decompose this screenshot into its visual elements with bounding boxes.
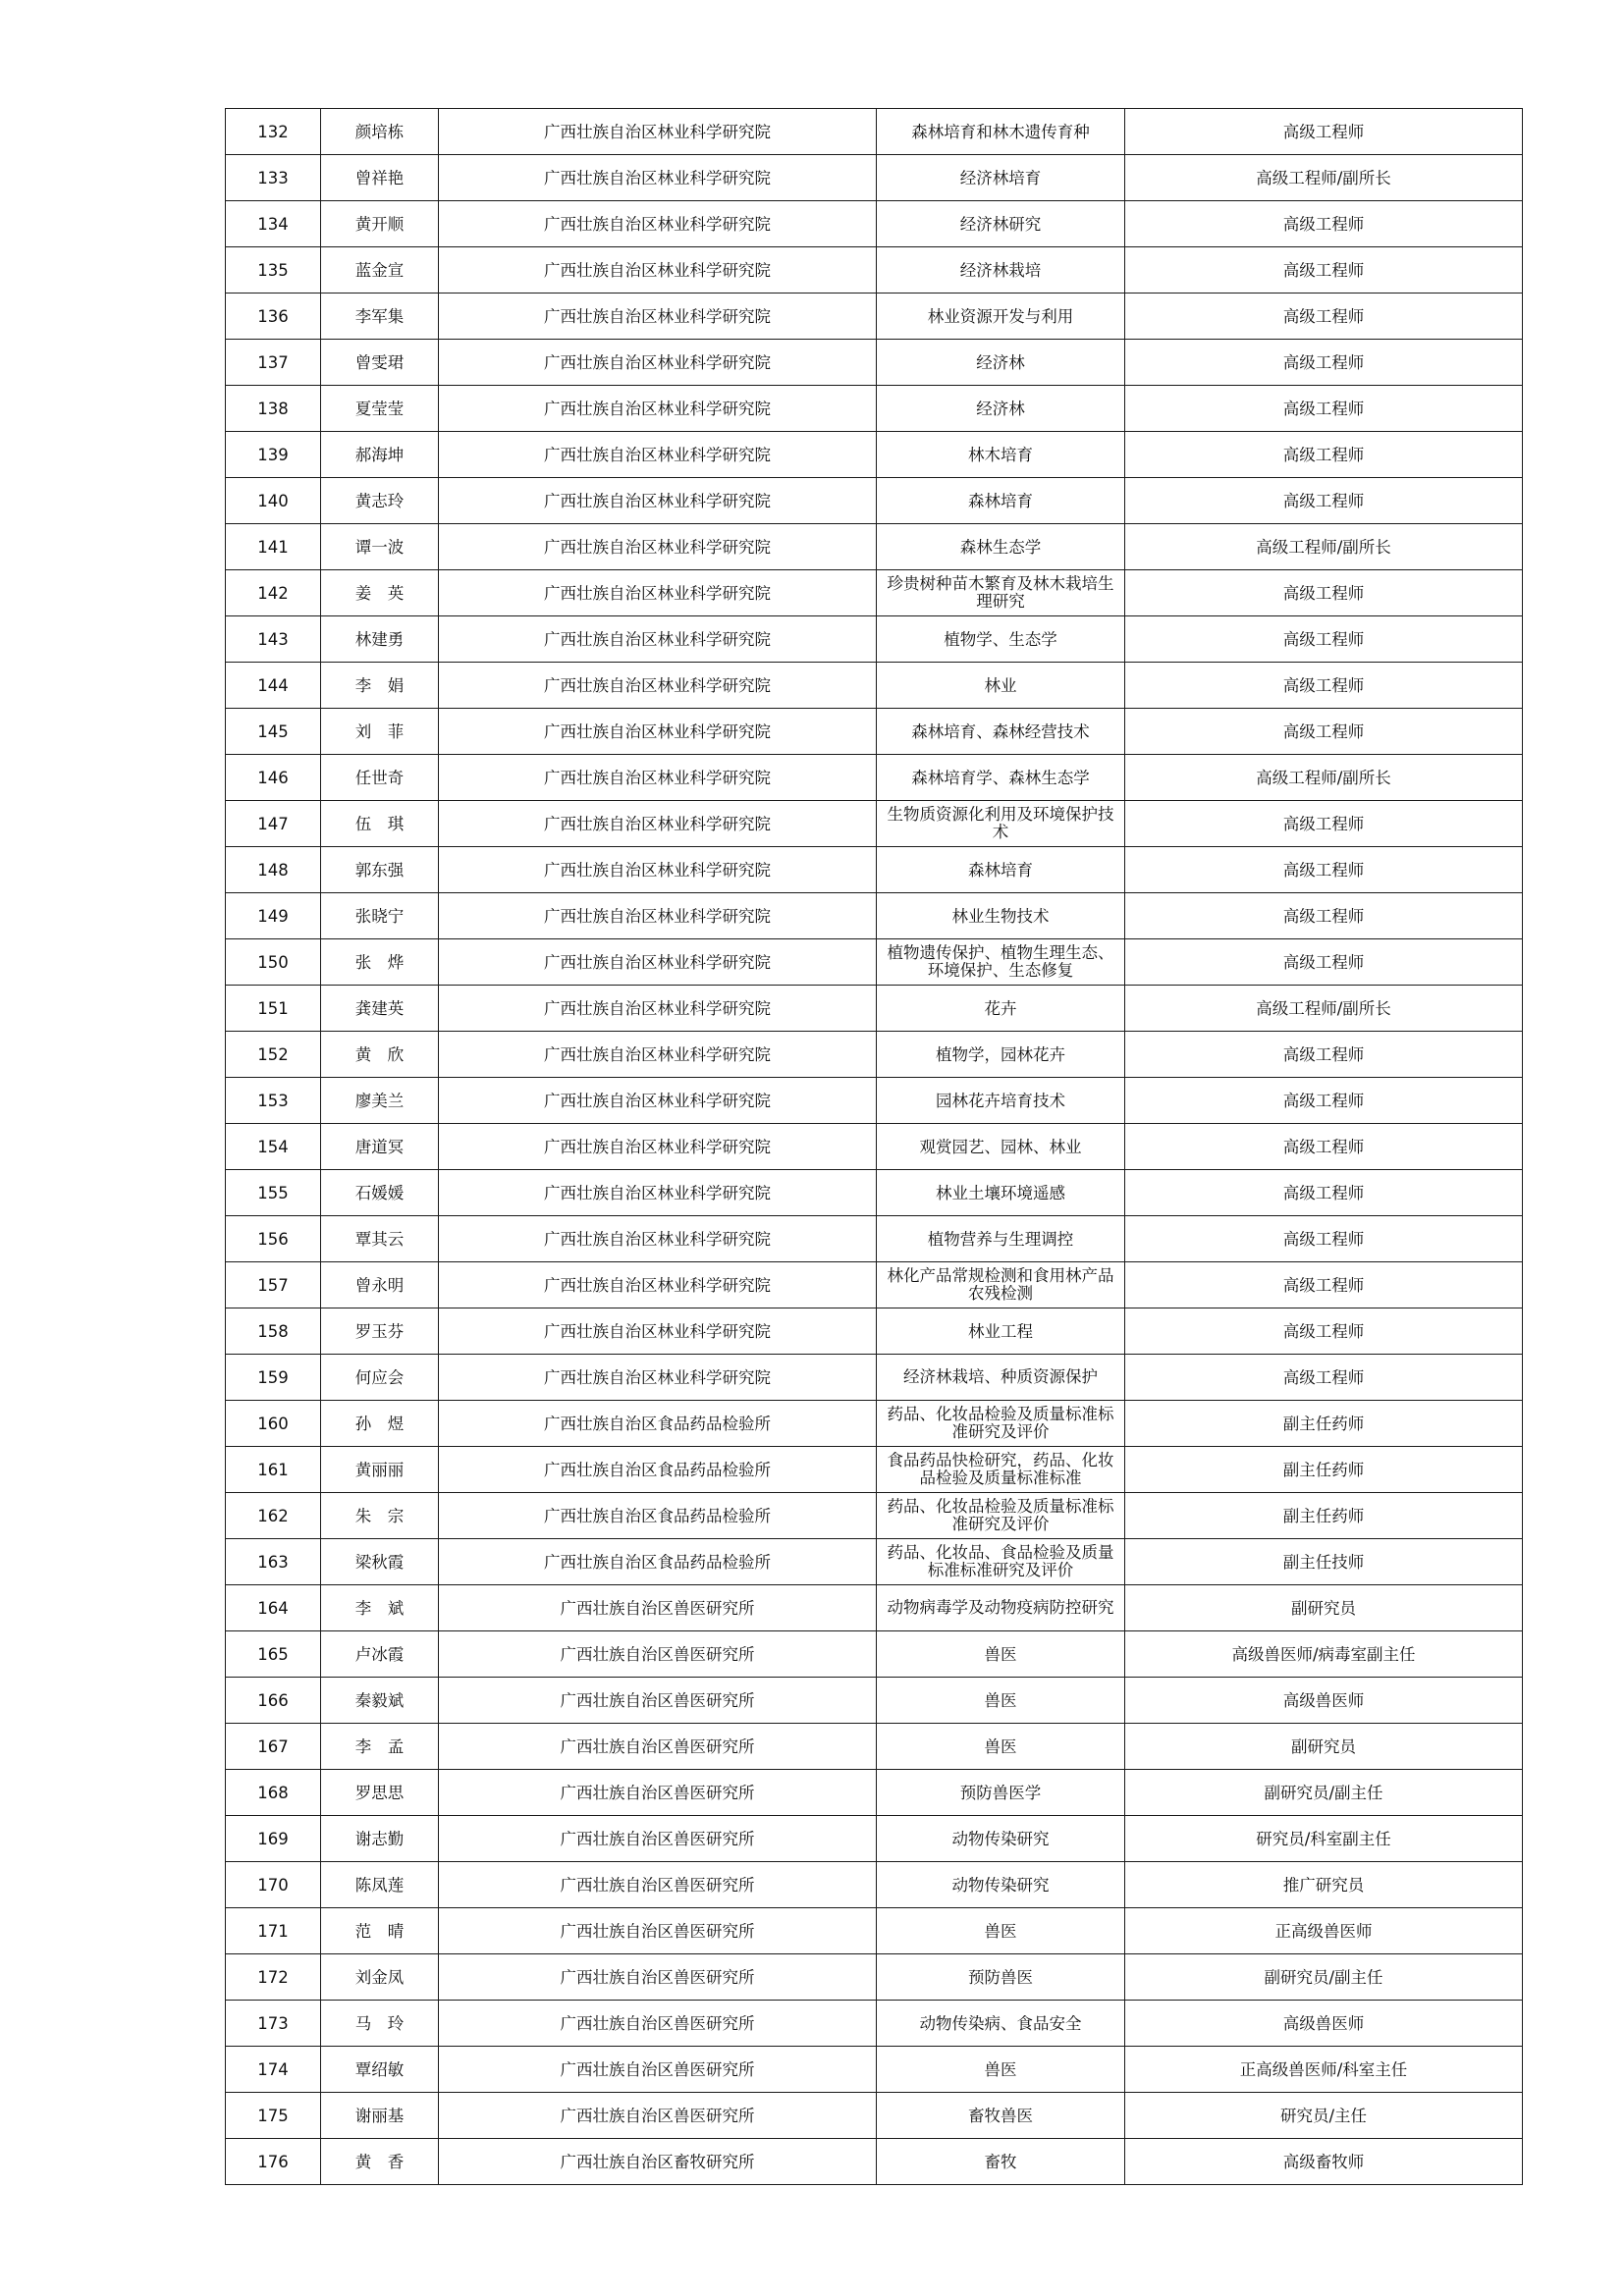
row-number-cell: 141 <box>226 524 321 570</box>
organization-cell: 广西壮族自治区林业科学研究院 <box>439 1216 877 1262</box>
table-row <box>226 294 1523 340</box>
professional-title-cell: 高级工程师/副所长 <box>1125 155 1523 201</box>
table-row <box>226 1585 1523 1631</box>
organization-cell: 广西壮族自治区林业科学研究院 <box>439 1262 877 1308</box>
specialty-field-cell: 园林花卉培育技术 <box>877 1078 1125 1124</box>
person-name-cell: 李 孟 <box>321 1724 439 1770</box>
professional-title-cell: 高级工程师 <box>1125 663 1523 709</box>
specialty-field-cell: 林化产品常规检测和食用林产品农残检测 <box>877 1262 1125 1308</box>
person-name-cell: 夏莹莹 <box>321 386 439 432</box>
row-number-cell: 156 <box>226 1216 321 1262</box>
professional-title-cell: 高级工程师 <box>1125 893 1523 939</box>
professional-title-cell: 高级工程师 <box>1125 1355 1523 1401</box>
organization-cell: 广西壮族自治区兽医研究所 <box>439 1770 877 1816</box>
organization-cell: 广西壮族自治区食品药品检验所 <box>439 1493 877 1539</box>
organization-cell: 广西壮族自治区兽医研究所 <box>439 2093 877 2139</box>
specialty-field-cell: 林木培育 <box>877 432 1125 478</box>
table-row <box>226 1539 1523 1585</box>
table-row <box>226 1770 1523 1816</box>
organization-cell: 广西壮族自治区食品药品检验所 <box>439 1539 877 1585</box>
person-name-cell: 任世奇 <box>321 755 439 801</box>
table-row <box>226 570 1523 616</box>
row-number-cell: 176 <box>226 2139 321 2185</box>
professional-title-cell: 高级工程师 <box>1125 432 1523 478</box>
professional-title-cell: 副主任技师 <box>1125 1539 1523 1585</box>
row-number-cell: 134 <box>226 201 321 247</box>
professional-title-cell: 副主任药师 <box>1125 1493 1523 1539</box>
professional-title-cell: 高级工程师 <box>1125 201 1523 247</box>
specialty-field-cell: 林业工程 <box>877 1308 1125 1355</box>
professional-title-cell: 高级工程师/副所长 <box>1125 524 1523 570</box>
specialty-field-cell: 畜牧 <box>877 2139 1125 2185</box>
person-name-cell: 李 娟 <box>321 663 439 709</box>
table-row <box>226 1170 1523 1216</box>
organization-cell: 广西壮族自治区林业科学研究院 <box>439 155 877 201</box>
row-number-cell: 170 <box>226 1862 321 1908</box>
row-number-cell: 159 <box>226 1355 321 1401</box>
organization-cell: 广西壮族自治区林业科学研究院 <box>439 386 877 432</box>
person-name-cell: 谭一波 <box>321 524 439 570</box>
row-number-cell: 143 <box>226 616 321 663</box>
specialty-field-cell: 植物遗传保护、植物生理生态、环境保护、生态修复 <box>877 939 1125 986</box>
table-row <box>226 986 1523 1032</box>
table-row <box>226 1308 1523 1355</box>
professional-title-cell: 高级工程师 <box>1125 386 1523 432</box>
specialty-field-cell: 林业资源开发与利用 <box>877 294 1125 340</box>
person-name-cell: 黄开顺 <box>321 201 439 247</box>
organization-cell: 广西壮族自治区林业科学研究院 <box>439 201 877 247</box>
specialty-field-cell: 森林培育、森林经营技术 <box>877 709 1125 755</box>
organization-cell: 广西壮族自治区兽医研究所 <box>439 1908 877 1954</box>
specialty-field-cell: 花卉 <box>877 986 1125 1032</box>
person-name-cell: 林建勇 <box>321 616 439 663</box>
table-row <box>226 1493 1523 1539</box>
professional-title-cell: 高级工程师 <box>1125 340 1523 386</box>
row-number-cell: 152 <box>226 1032 321 1078</box>
organization-cell: 广西壮族自治区林业科学研究院 <box>439 1170 877 1216</box>
table-row <box>226 755 1523 801</box>
person-name-cell: 黄 香 <box>321 2139 439 2185</box>
specialty-field-cell: 植物营养与生理调控 <box>877 1216 1125 1262</box>
organization-cell: 广西壮族自治区林业科学研究院 <box>439 986 877 1032</box>
table-row <box>226 2139 1523 2185</box>
professional-title-cell: 高级工程师 <box>1125 1078 1523 1124</box>
organization-cell: 广西壮族自治区林业科学研究院 <box>439 1124 877 1170</box>
professional-title-cell: 高级工程师 <box>1125 570 1523 616</box>
organization-cell: 广西壮族自治区林业科学研究院 <box>439 1078 877 1124</box>
table-row <box>226 1262 1523 1308</box>
professional-title-cell: 副研究员/副主任 <box>1125 1770 1523 1816</box>
table-row <box>226 478 1523 524</box>
person-name-cell: 陈凤莲 <box>321 1862 439 1908</box>
professional-title-cell: 副研究员/副主任 <box>1125 1954 1523 2001</box>
organization-cell: 广西壮族自治区林业科学研究院 <box>439 478 877 524</box>
organization-cell: 广西壮族自治区林业科学研究院 <box>439 663 877 709</box>
person-name-cell: 伍 琪 <box>321 801 439 847</box>
table-row <box>226 386 1523 432</box>
person-name-cell: 罗玉芬 <box>321 1308 439 1355</box>
table-row <box>226 709 1523 755</box>
professional-title-cell: 副主任药师 <box>1125 1447 1523 1493</box>
organization-cell: 广西壮族自治区林业科学研究院 <box>439 893 877 939</box>
table-row <box>226 109 1523 155</box>
table-row <box>226 1355 1523 1401</box>
specialty-field-cell: 兽医 <box>877 1631 1125 1678</box>
person-name-cell: 孙 煜 <box>321 1401 439 1447</box>
table-row <box>226 340 1523 386</box>
person-name-cell: 李 斌 <box>321 1585 439 1631</box>
person-name-cell: 马 玲 <box>321 2001 439 2047</box>
person-name-cell: 罗思思 <box>321 1770 439 1816</box>
specialty-field-cell: 林业 <box>877 663 1125 709</box>
specialty-field-cell: 观赏园艺、园林、林业 <box>877 1124 1125 1170</box>
row-number-cell: 167 <box>226 1724 321 1770</box>
specialty-field-cell: 预防兽医 <box>877 1954 1125 2001</box>
organization-cell: 广西壮族自治区林业科学研究院 <box>439 1355 877 1401</box>
row-number-cell: 174 <box>226 2047 321 2093</box>
professional-title-cell: 研究员/主任 <box>1125 2093 1523 2139</box>
professional-title-cell: 高级工程师 <box>1125 294 1523 340</box>
organization-cell: 广西壮族自治区林业科学研究院 <box>439 432 877 478</box>
organization-cell: 广西壮族自治区兽医研究所 <box>439 1631 877 1678</box>
professional-title-cell: 高级工程师 <box>1125 478 1523 524</box>
specialty-field-cell: 动物传染研究 <box>877 1862 1125 1908</box>
specialty-field-cell: 生物质资源化利用及环境保护技术 <box>877 801 1125 847</box>
row-number-cell: 133 <box>226 155 321 201</box>
row-number-cell: 138 <box>226 386 321 432</box>
professional-title-cell: 高级工程师 <box>1125 801 1523 847</box>
row-number-cell: 150 <box>226 939 321 986</box>
specialty-field-cell: 经济林 <box>877 386 1125 432</box>
table-row <box>226 1032 1523 1078</box>
person-name-cell: 范 晴 <box>321 1908 439 1954</box>
specialty-field-cell: 预防兽医学 <box>877 1770 1125 1816</box>
row-number-cell: 149 <box>226 893 321 939</box>
row-number-cell: 137 <box>226 340 321 386</box>
organization-cell: 广西壮族自治区林业科学研究院 <box>439 109 877 155</box>
specialty-field-cell: 畜牧兽医 <box>877 2093 1125 2139</box>
expert-roster-table <box>225 108 1523 2185</box>
person-name-cell: 李军集 <box>321 294 439 340</box>
person-name-cell: 谢丽基 <box>321 2093 439 2139</box>
specialty-field-cell: 林业生物技术 <box>877 893 1125 939</box>
person-name-cell: 郝海坤 <box>321 432 439 478</box>
person-name-cell: 何应会 <box>321 1355 439 1401</box>
row-number-cell: 144 <box>226 663 321 709</box>
row-number-cell: 173 <box>226 2001 321 2047</box>
table-row <box>226 1401 1523 1447</box>
organization-cell: 广西壮族自治区食品药品检验所 <box>439 1401 877 1447</box>
professional-title-cell: 高级工程师/副所长 <box>1125 755 1523 801</box>
organization-cell: 广西壮族自治区林业科学研究院 <box>439 709 877 755</box>
professional-title-cell: 高级工程师 <box>1125 1032 1523 1078</box>
organization-cell: 广西壮族自治区林业科学研究院 <box>439 247 877 294</box>
specialty-field-cell: 经济林栽培、种质资源保护 <box>877 1355 1125 1401</box>
row-number-cell: 154 <box>226 1124 321 1170</box>
row-number-cell: 168 <box>226 1770 321 1816</box>
person-name-cell: 廖美兰 <box>321 1078 439 1124</box>
row-number-cell: 165 <box>226 1631 321 1678</box>
table-row <box>226 847 1523 893</box>
organization-cell: 广西壮族自治区林业科学研究院 <box>439 801 877 847</box>
table-row <box>226 1447 1523 1493</box>
row-number-cell: 164 <box>226 1585 321 1631</box>
professional-title-cell: 高级工程师 <box>1125 1170 1523 1216</box>
roster-table-body <box>226 109 1523 2185</box>
specialty-field-cell: 森林培育 <box>877 478 1125 524</box>
table-row <box>226 524 1523 570</box>
organization-cell: 广西壮族自治区兽医研究所 <box>439 1724 877 1770</box>
organization-cell: 广西壮族自治区林业科学研究院 <box>439 294 877 340</box>
table-row <box>226 1908 1523 1954</box>
table-row <box>226 1954 1523 2001</box>
professional-title-cell: 副主任药师 <box>1125 1401 1523 1447</box>
professional-title-cell: 高级兽医师 <box>1125 2001 1523 2047</box>
row-number-cell: 171 <box>226 1908 321 1954</box>
specialty-field-cell: 兽医 <box>877 1678 1125 1724</box>
organization-cell: 广西壮族自治区食品药品检验所 <box>439 1447 877 1493</box>
professional-title-cell: 高级工程师/副所长 <box>1125 986 1523 1032</box>
specialty-field-cell: 药品、化妆品、食品检验及质量标准标准研究及评价 <box>877 1539 1125 1585</box>
specialty-field-cell: 珍贵树种苗木繁育及林木栽培生理研究 <box>877 570 1125 616</box>
professional-title-cell: 正高级兽医师 <box>1125 1908 1523 1954</box>
professional-title-cell: 高级工程师 <box>1125 1308 1523 1355</box>
organization-cell: 广西壮族自治区兽医研究所 <box>439 1585 877 1631</box>
person-name-cell: 曾祥艳 <box>321 155 439 201</box>
row-number-cell: 140 <box>226 478 321 524</box>
organization-cell: 广西壮族自治区林业科学研究院 <box>439 847 877 893</box>
person-name-cell: 刘 菲 <box>321 709 439 755</box>
professional-title-cell: 副研究员 <box>1125 1724 1523 1770</box>
professional-title-cell: 高级工程师 <box>1125 709 1523 755</box>
person-name-cell: 秦毅斌 <box>321 1678 439 1724</box>
organization-cell: 广西壮族自治区林业科学研究院 <box>439 1032 877 1078</box>
specialty-field-cell: 森林生态学 <box>877 524 1125 570</box>
professional-title-cell: 高级工程师 <box>1125 247 1523 294</box>
organization-cell: 广西壮族自治区林业科学研究院 <box>439 570 877 616</box>
table-row <box>226 893 1523 939</box>
row-number-cell: 139 <box>226 432 321 478</box>
row-number-cell: 146 <box>226 755 321 801</box>
person-name-cell: 朱 宗 <box>321 1493 439 1539</box>
table-row <box>226 1216 1523 1262</box>
row-number-cell: 135 <box>226 247 321 294</box>
specialty-field-cell: 药品、化妆品检验及质量标准标准研究及评价 <box>877 1401 1125 1447</box>
table-row <box>226 2093 1523 2139</box>
professional-title-cell: 研究员/科室副主任 <box>1125 1816 1523 1862</box>
person-name-cell: 姜 英 <box>321 570 439 616</box>
row-number-cell: 151 <box>226 986 321 1032</box>
row-number-cell: 166 <box>226 1678 321 1724</box>
row-number-cell: 157 <box>226 1262 321 1308</box>
specialty-field-cell: 经济林研究 <box>877 201 1125 247</box>
person-name-cell: 卢冰霞 <box>321 1631 439 1678</box>
person-name-cell: 颜培栋 <box>321 109 439 155</box>
person-name-cell: 谢志勤 <box>321 1816 439 1862</box>
specialty-field-cell: 经济林培育 <box>877 155 1125 201</box>
specialty-field-cell: 兽医 <box>877 1724 1125 1770</box>
row-number-cell: 136 <box>226 294 321 340</box>
specialty-field-cell: 动物病毒学及动物疫病防控研究 <box>877 1585 1125 1631</box>
organization-cell: 广西壮族自治区兽医研究所 <box>439 1816 877 1862</box>
table-row <box>226 201 1523 247</box>
row-number-cell: 132 <box>226 109 321 155</box>
professional-title-cell: 正高级兽医师/科室主任 <box>1125 2047 1523 2093</box>
specialty-field-cell: 食品药品快检研究，药品、化妆品检验及质量标准标准 <box>877 1447 1125 1493</box>
organization-cell: 广西壮族自治区兽医研究所 <box>439 1678 877 1724</box>
professional-title-cell: 高级工程师 <box>1125 939 1523 986</box>
row-number-cell: 172 <box>226 1954 321 2001</box>
organization-cell: 广西壮族自治区兽医研究所 <box>439 1954 877 2001</box>
professional-title-cell: 高级工程师 <box>1125 109 1523 155</box>
person-name-cell: 蓝金宣 <box>321 247 439 294</box>
table-row <box>226 616 1523 663</box>
professional-title-cell: 高级工程师 <box>1125 847 1523 893</box>
row-number-cell: 155 <box>226 1170 321 1216</box>
table-row <box>226 939 1523 986</box>
row-number-cell: 145 <box>226 709 321 755</box>
person-name-cell: 石媛媛 <box>321 1170 439 1216</box>
row-number-cell: 175 <box>226 2093 321 2139</box>
person-name-cell: 刘金凤 <box>321 1954 439 2001</box>
organization-cell: 广西壮族自治区兽医研究所 <box>439 2047 877 2093</box>
professional-title-cell: 高级畜牧师 <box>1125 2139 1523 2185</box>
table-row <box>226 155 1523 201</box>
person-name-cell: 覃其云 <box>321 1216 439 1262</box>
organization-cell: 广西壮族自治区林业科学研究院 <box>439 939 877 986</box>
specialty-field-cell: 药品、化妆品检验及质量标准标准研究及评价 <box>877 1493 1125 1539</box>
person-name-cell: 曾雯珺 <box>321 340 439 386</box>
person-name-cell: 曾永明 <box>321 1262 439 1308</box>
specialty-field-cell: 经济林栽培 <box>877 247 1125 294</box>
person-name-cell: 黄 欣 <box>321 1032 439 1078</box>
table-row <box>226 801 1523 847</box>
organization-cell: 广西壮族自治区林业科学研究院 <box>439 755 877 801</box>
table-row <box>226 1816 1523 1862</box>
person-name-cell: 张晓宁 <box>321 893 439 939</box>
specialty-field-cell: 兽医 <box>877 2047 1125 2093</box>
professional-title-cell: 高级工程师 <box>1125 1124 1523 1170</box>
person-name-cell: 梁秋霞 <box>321 1539 439 1585</box>
specialty-field-cell: 森林培育 <box>877 847 1125 893</box>
table-row <box>226 432 1523 478</box>
specialty-field-cell: 林业土壤环境遥感 <box>877 1170 1125 1216</box>
organization-cell: 广西壮族自治区兽医研究所 <box>439 2001 877 2047</box>
person-name-cell: 郭东强 <box>321 847 439 893</box>
table-row <box>226 1078 1523 1124</box>
specialty-field-cell: 动物传染研究 <box>877 1816 1125 1862</box>
row-number-cell: 153 <box>226 1078 321 1124</box>
table-row <box>226 1124 1523 1170</box>
table-row <box>226 1724 1523 1770</box>
specialty-field-cell: 兽医 <box>877 1908 1125 1954</box>
professional-title-cell: 高级兽医师 <box>1125 1678 1523 1724</box>
specialty-field-cell: 植物学，园林花卉 <box>877 1032 1125 1078</box>
organization-cell: 广西壮族自治区兽医研究所 <box>439 1862 877 1908</box>
organization-cell: 广西壮族自治区林业科学研究院 <box>439 524 877 570</box>
person-name-cell: 唐道冥 <box>321 1124 439 1170</box>
professional-title-cell: 推广研究员 <box>1125 1862 1523 1908</box>
row-number-cell: 169 <box>226 1816 321 1862</box>
row-number-cell: 161 <box>226 1447 321 1493</box>
organization-cell: 广西壮族自治区林业科学研究院 <box>439 616 877 663</box>
table-row <box>226 1862 1523 1908</box>
row-number-cell: 162 <box>226 1493 321 1539</box>
row-number-cell: 147 <box>226 801 321 847</box>
table-row <box>226 2001 1523 2047</box>
specialty-field-cell: 植物学、生态学 <box>877 616 1125 663</box>
organization-cell: 广西壮族自治区林业科学研究院 <box>439 340 877 386</box>
specialty-field-cell: 森林培育和林木遗传育种 <box>877 109 1125 155</box>
person-name-cell: 黄志玲 <box>321 478 439 524</box>
person-name-cell: 覃绍敏 <box>321 2047 439 2093</box>
professional-title-cell: 高级兽医师/病毒室副主任 <box>1125 1631 1523 1678</box>
table-row <box>226 1678 1523 1724</box>
organization-cell: 广西壮族自治区林业科学研究院 <box>439 1308 877 1355</box>
row-number-cell: 142 <box>226 570 321 616</box>
specialty-field-cell: 森林培育学、森林生态学 <box>877 755 1125 801</box>
person-name-cell: 龚建英 <box>321 986 439 1032</box>
organization-cell: 广西壮族自治区畜牧研究所 <box>439 2139 877 2185</box>
person-name-cell: 黄丽丽 <box>321 1447 439 1493</box>
table-row <box>226 2047 1523 2093</box>
row-number-cell: 163 <box>226 1539 321 1585</box>
person-name-cell: 张 烨 <box>321 939 439 986</box>
row-number-cell: 158 <box>226 1308 321 1355</box>
professional-title-cell: 高级工程师 <box>1125 1262 1523 1308</box>
professional-title-cell: 副研究员 <box>1125 1585 1523 1631</box>
row-number-cell: 160 <box>226 1401 321 1447</box>
specialty-field-cell: 经济林 <box>877 340 1125 386</box>
row-number-cell: 148 <box>226 847 321 893</box>
table-row <box>226 247 1523 294</box>
table-row <box>226 1631 1523 1678</box>
professional-title-cell: 高级工程师 <box>1125 1216 1523 1262</box>
table-row <box>226 663 1523 709</box>
professional-title-cell: 高级工程师 <box>1125 616 1523 663</box>
specialty-field-cell: 动物传染病、食品安全 <box>877 2001 1125 2047</box>
